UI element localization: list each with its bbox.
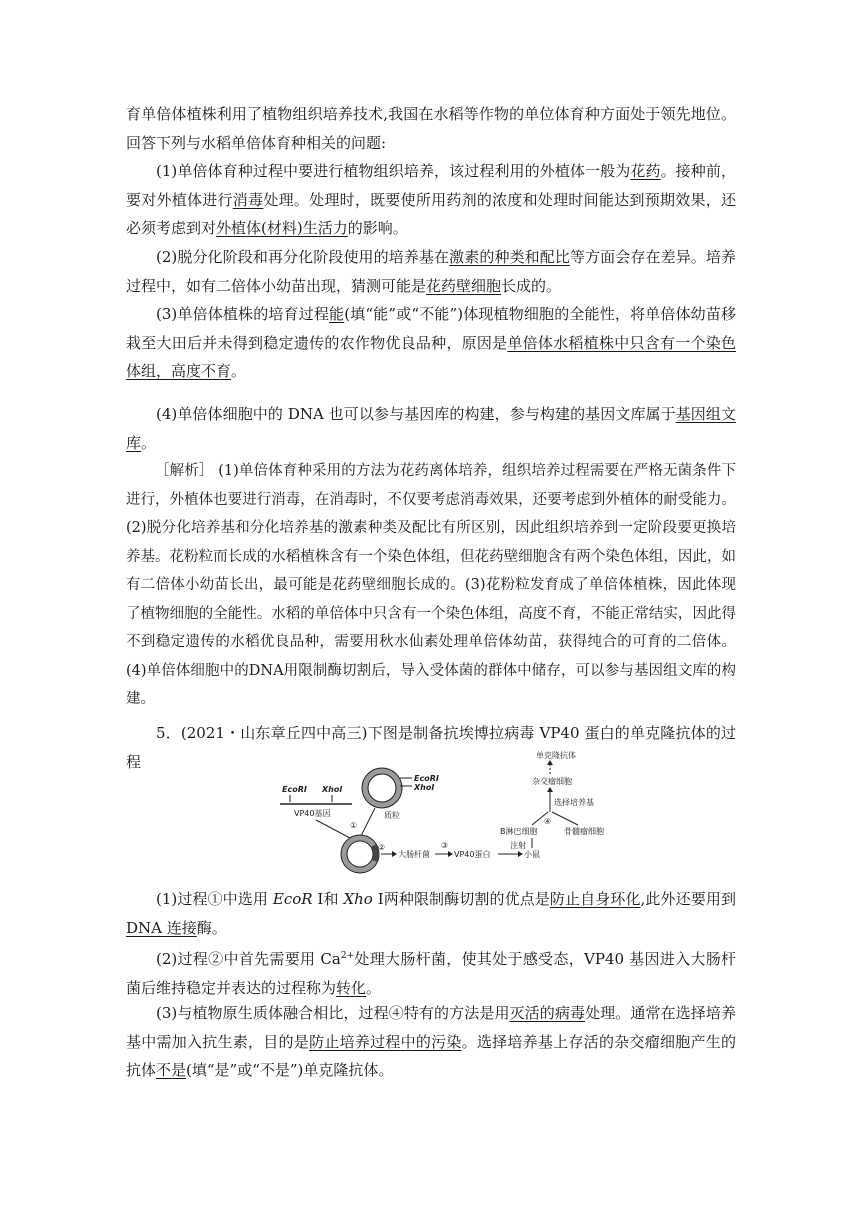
fig-arrowhead-2 <box>392 851 397 857</box>
question-5-2 <box>126 942 736 1002</box>
fig-xhoi-left: XhoⅠ <box>322 785 343 794</box>
fig-arrow-plasmid <box>360 808 375 838</box>
q1-text-a: (1)单倍体育种过程中要进行植物组织培养，该过程利用的外植体一般为 <box>156 162 631 180</box>
q1-answer-1: 花药 <box>630 162 661 180</box>
q5-2-answer-1: 转化 <box>336 978 367 997</box>
q3-text-a: (3)单倍体植株的培育过程 <box>156 305 330 323</box>
q3-text-b: (填“能”或“不能”)体现植物细胞的全能性，将单倍体幼苗移栽至大田后并未得到稳定遗传的农作物优良品种，原因是 <box>126 305 736 352</box>
q5-1-text-b: ,此外还要用到 <box>640 890 736 908</box>
q5-2-superscript: 2+ <box>340 951 355 961</box>
q5-1-roman-1: Ⅰ和 <box>312 890 344 908</box>
fig-antibody-label: 单克隆抗体 <box>536 751 576 760</box>
fig-arrowhead-inject <box>518 851 523 857</box>
fig-ecori-left: EcoRⅠ <box>282 785 307 794</box>
q5-1-xho: Xho <box>343 890 373 908</box>
q5-3-text-c: 。选择培养基上存活的杂交瘤细胞产生的抗体 <box>126 1032 736 1079</box>
q2-answer-1: 激素的种类和配比 <box>449 248 570 266</box>
q1-text-c: 处理。处理时，既要使所用药剂的浓度和处理时间能达到预期效果，还必须考虑到对 <box>126 190 736 237</box>
fig-plasmid-inner <box>368 774 396 802</box>
q1-answer-3: 外植体(材料)生活力 <box>216 219 348 237</box>
intro-text: 育单倍体植株利用了植物组织培养技术,我国在水稻等作物的单位体育种方面处于领先地位。回答下列与水稻单倍体育种相关的问题: <box>126 105 736 152</box>
q5-1-text-a: (1)过程①中选用 <box>156 890 273 908</box>
q3-text-c: 。 <box>231 362 247 380</box>
q1-answer-2: 消毒 <box>232 190 264 209</box>
question-1 <box>126 157 736 243</box>
fig-myeloma-label: 骨髓瘤细胞 <box>564 827 604 836</box>
intro-paragraph <box>126 100 736 157</box>
question-5-1 <box>126 885 736 942</box>
q5-1-text-c: 酶。 <box>196 918 227 937</box>
q5-1-ecor: EcoR <box>272 890 313 908</box>
q5-3-answer-3: 不是 <box>156 1061 187 1079</box>
q2-answer-2: 花药壁细胞 <box>426 276 502 295</box>
question-4 <box>126 400 736 457</box>
fig-plasmid-label: 质粒 <box>384 811 400 820</box>
q5-stem-text: 5．(2021・山东章丘四中高三)下图是制备抗埃博拉病毒 VP40 蛋白的单克隆抗体的过程 <box>126 724 736 771</box>
question-2 <box>126 243 736 300</box>
analysis-paragraph <box>126 457 736 714</box>
q5-1-answer-2: DNA 连接 <box>126 918 197 937</box>
fig-arrow-gene <box>316 820 350 838</box>
q5-3-text-a: (3)与植物原生质体融合相比，过程④特有的方法是用 <box>156 1004 510 1022</box>
antibody-process-diagram <box>280 750 640 876</box>
q5-2-text-c: 。 <box>366 978 382 997</box>
fig-ecori-right: EcoRⅠ <box>414 774 439 783</box>
fig-arrowhead-3 <box>448 851 453 857</box>
fig-step-3: ③ <box>441 841 449 850</box>
q1-text-d: 的影响。 <box>347 219 408 237</box>
fig-arrowhead-select <box>547 787 553 792</box>
q4-text-b: 。 <box>141 433 157 452</box>
fig-protein-label: VP40蛋白 <box>454 850 491 859</box>
analysis-label: ［解析］ <box>155 463 214 479</box>
analysis-text: (1)单倍体育种采用的方法为花药离体培养，组织培养过程需要在严格无菌条件下进行，外植体也要进行消毒，在消毒时，不仅要考虑消毒效果，还要考虑到外植体的耐受能力。(2)脱分化培养基和分化培养基的激素种类及配比有所区别，因此组织培养到一定阶段要更换培养基。花粉粒而长成的水稻植株含有一个染色体组，但花药壁细胞含有两个染色体组，因此，如有二倍体小幼苗长出，最可能是花药壁细胞长成的。(3)花粉粒发育成了单倍体植株，因此体现了植物细胞的全能性。水稻的单倍体中只含有一个染色体组，高度不育，不能正常结实，因此得不到稳定遗传的水稻优良品种，需要用秋水仙素处理单倍体幼苗，获得纯合的可育的二倍体。(4)单倍体细胞中的DNA用限制酶切割后，导入受体菌的群体中储存，可以参与基因组文库的构建。 <box>126 463 736 707</box>
q2-text-a: (2)脱分化阶段和再分化阶段使用的培养基在 <box>156 248 450 266</box>
q5-2-text-a: (2)过程②中首先需要用 Ca <box>156 950 341 968</box>
fig-mouse-label: 小鼠 <box>524 850 540 859</box>
q4-text-a: (4)单倍体细胞中的 DNA 也可以参与基因库的构建，参与构建的基因文库属于 <box>156 405 676 423</box>
fig-xhoi-right: XhoⅠ <box>414 783 435 792</box>
q5-3-text-d: (填“是”或“不是”)单克隆抗体。 <box>186 1061 394 1079</box>
fig-gene-label: VP40基因 <box>294 809 331 818</box>
q4-answer-1: 基因组文库 <box>126 405 736 452</box>
fig-hybridoma-label: 杂交瘤细胞 <box>532 777 572 786</box>
q5-1-roman-2: Ⅰ两种限制酶切割的优点是 <box>372 890 550 908</box>
fig-inject-label: 注射 <box>510 841 526 850</box>
fig-ecoli-label: 大肠杆菌 <box>398 850 430 859</box>
q2-text-c: 长成的。 <box>501 276 562 295</box>
q5-3-answer-2: 防止培养过程中的污染 <box>309 1032 462 1051</box>
fig-select-label: 选择培养基 <box>554 798 594 807</box>
question-5-3 <box>126 999 736 1085</box>
q5-1-answer-1: 防止自身环化 <box>549 890 641 908</box>
fig-step-1: ① <box>350 821 358 830</box>
fig-recombinant-inner <box>347 841 373 867</box>
fig-step-4: ④ <box>544 817 552 826</box>
q1-text-b: 。接种前，要对外植体进行 <box>126 162 736 209</box>
q2-text-b: 等方面会存在差异。培养过程中，如有二倍体小幼苗出现，猜测可能是 <box>126 248 736 295</box>
fig-merge-right <box>552 812 578 825</box>
q5-2-text-b: 处理大肠杆菌，使其处于感受态，VP40 基因进入大肠杆菌后维持稳定并表达的过程称为 <box>126 950 737 997</box>
q5-3-answer-1: 灭活的病毒 <box>509 1004 586 1022</box>
question-3 <box>126 300 736 386</box>
q5-3-text-b: 处理。通常在选择培养基中需加入抗生素，目的是 <box>126 1004 736 1051</box>
fig-bcell-label: B淋巴细胞 <box>500 827 538 836</box>
fig-step-2: ② <box>378 843 386 852</box>
q3-answer-2: 单倍体水稻植株中只含有一个染色体组，高度不育 <box>126 333 736 380</box>
q3-answer-1: 能 <box>329 305 345 323</box>
fig-arrowhead-antibody <box>547 760 553 765</box>
